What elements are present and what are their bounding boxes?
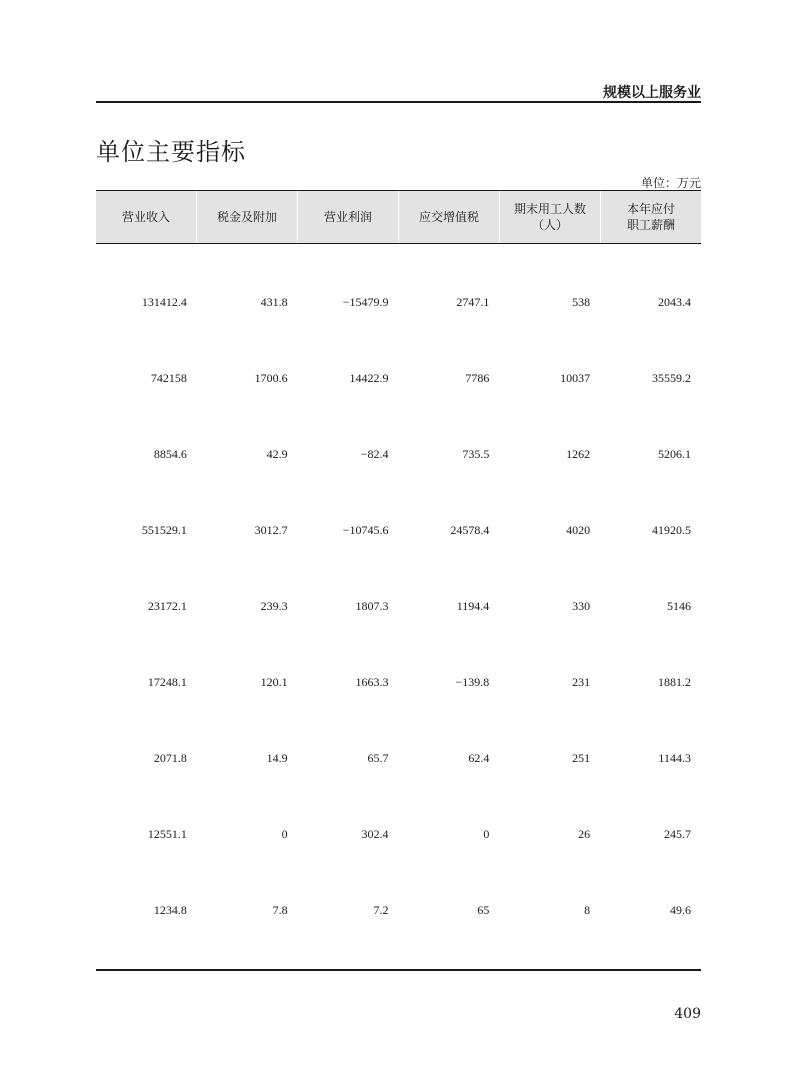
table-cell: 5206.1 xyxy=(657,447,691,461)
table-cell: 1144.3 xyxy=(658,751,691,765)
table-row xyxy=(96,748,701,768)
table-cell: 5146 xyxy=(666,599,691,613)
table-cell: 12551.1 xyxy=(147,827,187,841)
table-cell: −82.4 xyxy=(360,447,389,461)
column-header-employees: 期末用工人数 （人） xyxy=(499,191,600,243)
table-row xyxy=(96,368,701,388)
table-cell: 551529.1 xyxy=(141,523,187,537)
table-cell: 7.2 xyxy=(373,903,389,917)
table-cell: 330 xyxy=(572,599,591,613)
table-cell: 26 xyxy=(578,827,591,841)
table-cell: −15479.9 xyxy=(342,295,389,309)
table-row xyxy=(96,596,701,616)
table-cell: 245.7 xyxy=(663,827,691,841)
table-cell: 131412.4 xyxy=(141,295,187,309)
running-head: 规模以上服务业 xyxy=(603,85,701,101)
table-cell: 10037 xyxy=(560,371,591,385)
table-cell: 8 xyxy=(584,903,591,917)
table-cell: 0 xyxy=(281,827,288,841)
column-header-payroll: 本年应付 职工薪酬 xyxy=(600,191,701,243)
table-cell: 1700.6 xyxy=(254,371,288,385)
table-cell: 239.3 xyxy=(260,599,288,613)
table-cell: 4020 xyxy=(566,523,591,537)
table-cell: 1194.4 xyxy=(456,599,490,613)
table-cell: 65.7 xyxy=(367,751,389,765)
table-cell: 7.8 xyxy=(272,903,288,917)
table-cell: 1807.3 xyxy=(355,599,389,613)
table-cell: 23172.1 xyxy=(147,599,187,613)
table-cell: 42.9 xyxy=(266,447,288,461)
table-cell: 41920.5 xyxy=(651,523,691,537)
header-rule xyxy=(96,101,701,103)
table-cell: 1881.2 xyxy=(657,675,691,689)
table-cell: 2747.1 xyxy=(456,295,490,309)
table-cell: 8854.6 xyxy=(153,447,187,461)
page-title: 单位主要指标 xyxy=(96,138,246,166)
table-cell: −10745.6 xyxy=(342,523,389,537)
table-cell: 14.9 xyxy=(266,751,288,765)
table-cell: 231 xyxy=(572,675,591,689)
table-cell: 538 xyxy=(572,295,591,309)
table-cell: 251 xyxy=(572,751,591,765)
table-cell: 24578.4 xyxy=(450,523,490,537)
table-cell: 742158 xyxy=(150,371,187,385)
table-cell: 431.8 xyxy=(260,295,288,309)
table-header xyxy=(96,190,701,244)
table-cell: 2071.8 xyxy=(153,751,187,765)
page-number: 409 xyxy=(674,1006,701,1022)
table-cell: 62.4 xyxy=(468,751,490,765)
table-cell: −139.8 xyxy=(455,675,490,689)
table-cell: 3012.7 xyxy=(254,523,288,537)
table-row xyxy=(96,900,701,920)
table-row xyxy=(96,444,701,464)
column-header-operating-profit: 营业利润 xyxy=(297,191,398,243)
table-cell: 2043.4 xyxy=(657,295,691,309)
table-row xyxy=(96,520,701,540)
table-row xyxy=(96,824,701,844)
table-cell: 35559.2 xyxy=(651,371,691,385)
table-row xyxy=(96,672,701,692)
table-cell: 302.4 xyxy=(361,827,389,841)
table-row xyxy=(96,292,701,312)
table-cell: 7786 xyxy=(465,371,490,385)
footer-rule xyxy=(96,969,701,971)
column-header-taxes-surcharges: 税金及附加 xyxy=(196,191,297,243)
unit-note: 单位：万元 xyxy=(640,176,701,190)
table-cell: 49.6 xyxy=(669,903,691,917)
table-cell: 1234.8 xyxy=(153,903,187,917)
table-cell: 65 xyxy=(477,903,490,917)
table-cell: 1663.3 xyxy=(355,675,389,689)
table-cell: 14422.9 xyxy=(349,371,389,385)
table-cell: 0 xyxy=(483,827,490,841)
table-cell: 17248.1 xyxy=(147,675,187,689)
table-cell: 735.5 xyxy=(462,447,490,461)
column-header-vat-payable: 应交增值税 xyxy=(398,191,499,243)
table-cell: 1262 xyxy=(566,447,591,461)
table-cell: 120.1 xyxy=(260,675,288,689)
column-header-revenue: 营业收入 xyxy=(121,210,170,224)
